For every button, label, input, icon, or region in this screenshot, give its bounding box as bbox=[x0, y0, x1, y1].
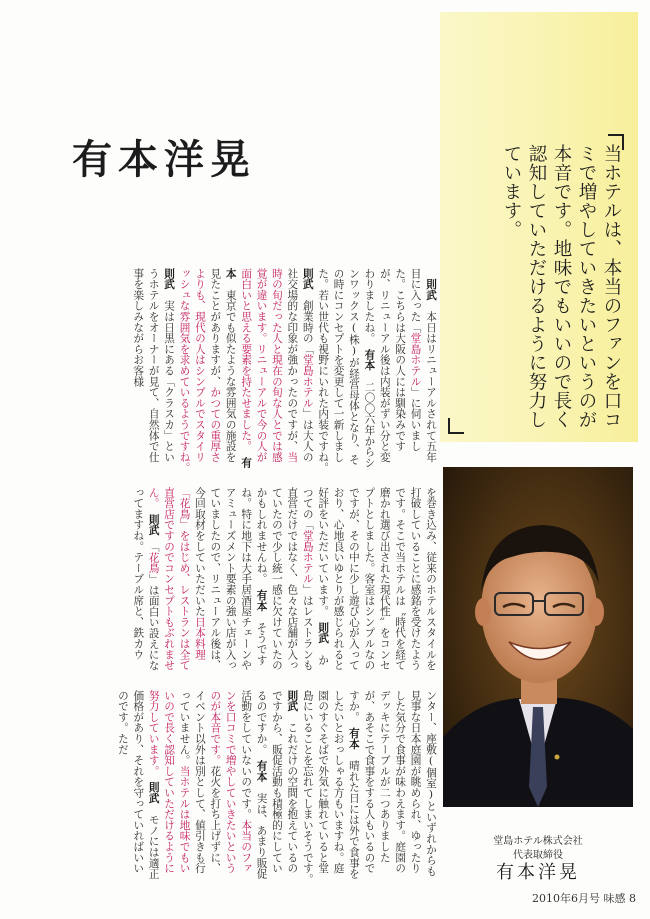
article-lower-band bbox=[68, 690, 438, 890]
speaker-label: 有本 bbox=[363, 338, 376, 382]
body-text: 」に伺いました。こちらは大阪の人には馴染みですが、リニューアル後は内装がずい分と変わりましたね。 bbox=[363, 268, 422, 463]
body-text: かつての「 bbox=[301, 487, 330, 666]
page-footer: 2010年6月号 味感 8 bbox=[532, 892, 636, 905]
highlight-text: 花鳥 bbox=[147, 552, 160, 574]
speaker-label: 則武 bbox=[147, 771, 160, 815]
body-text: これだけの空間を抱えているのですから、販促活動も積極的にしているのですか。 bbox=[255, 690, 299, 874]
highlight-text: 当時の旬だった人と現在の旬な人とでは感覚が違います。リニューアルで今の人が面白いと思える要素を持たせました。 bbox=[240, 268, 299, 463]
speaker-label: 有本 bbox=[224, 268, 253, 468]
speaker-label: 有本 bbox=[255, 578, 268, 623]
interview-title: 有本洋晃 bbox=[72, 136, 256, 183]
highlight-text: 堂島ホテル bbox=[301, 530, 314, 585]
highlight-text: 本当のファンを口コミで増やしていきたいというのが本音です。 bbox=[209, 690, 253, 874]
highlight-text: 堂島ホテル bbox=[301, 354, 314, 409]
body-text: 」は大人の社交場的な印象が強かったのですが、 bbox=[286, 268, 314, 463]
body-text: 」はレストランも直営だけではなく、色々な店舗が入っていたので少し統一感に欠けていたのかもしれませんね。 bbox=[255, 487, 314, 671]
highlight-text: 堂島ホテル bbox=[409, 332, 422, 387]
article-upper-band bbox=[78, 268, 438, 479]
highlight-text: 当ホテルは地味でもいいので長く認知していただけるように努力しています。 bbox=[147, 690, 191, 874]
speaker-label: 則武 bbox=[425, 268, 437, 312]
body-text: を巻き込み、従来のホテルスタイルを打破していることに感銘を受けたようです。そこで当ホテルは〝時代を経て磨かれ選び出された現代性〟をコンセプトとしました。客室はシンプルなのですが、その中に少し遊び心が入っており、心地良いゆとりが感じられると好評をいただいています。 bbox=[317, 487, 437, 671]
body-text: 「 bbox=[147, 546, 160, 553]
body-text: 花火を打ち上げずに、イベント以外は別として、値引きも行っていません。 bbox=[178, 690, 222, 874]
caption-company: 堂島ホテル株式会社 bbox=[493, 836, 583, 847]
speaker-label: 則武 bbox=[286, 690, 314, 890]
speaker-label: 則武 bbox=[317, 611, 330, 655]
speaker-label: 有本 bbox=[347, 717, 360, 761]
pull-quote-box bbox=[440, 12, 638, 442]
body-text: モノには適正価格があり、それを守っていればいいのです。ただ bbox=[116, 690, 160, 880]
speaker-label: 則武 bbox=[163, 268, 191, 479]
body-text: 」は面白い設えになってますね。テーブル席と、鉄カウ bbox=[132, 487, 160, 671]
body-text: 東京でも似たような雰囲気の施設を見たことがありますが、 bbox=[209, 268, 237, 463]
body-text: そうですね。特に地下は大手居酒屋チェーンやアミューズメント要素の強い店が入っていましたので、リニューアル後は、今回取材をしていただいた bbox=[193, 487, 268, 671]
body-text: 実は、あまり販促活動をしていないのです。 bbox=[240, 690, 268, 880]
caption-role: 代表取締役 bbox=[513, 850, 563, 861]
pull-quote-text: 当ホテルは、本当のファンを口コミで増やしていきたいというのが本音です。地味でもいいので長く認知していただけるように努力しています。 bbox=[501, 144, 622, 429]
body-text: 創業時の「 bbox=[301, 300, 314, 355]
speaker-label: 則武 bbox=[147, 503, 160, 547]
speaker-label: 則武 bbox=[301, 268, 330, 479]
caption-name: 有本洋晃 bbox=[496, 862, 580, 883]
body-text: 晴れた日には外で食事をしたいとおっしゃる方もいますね。庭園のすぐそばで外気に触れていると堂島にいることを忘れてしまいそうです。 bbox=[301, 690, 360, 880]
portrait-photo bbox=[443, 467, 633, 807]
highlight-text: 日本料理「花鳥」をはじめ、レストランは全て直営店ですのでコンセプトもぶれません。 bbox=[147, 487, 206, 671]
body-text: 実は日黒にある「クラスカ」というホテルをオーナーが見て、自然体で仕事を楽しみながらお客様 bbox=[132, 268, 176, 463]
body-text: ンター、座敷(個室)といずれからも見事な日本庭園が眺められ、ゆったりした気分で食事が味わえます。庭園のデッキにテーブルが二つありましたが、あそこで食事をする人もいるのですか。 bbox=[347, 690, 437, 877]
speaker-label: 有本 bbox=[255, 749, 268, 793]
body-text: 本日はリニューアルされて五年目に入った「 bbox=[409, 268, 437, 463]
body-text: 二〇〇六年からシンワックス(株)が経営母体となり、その時にコンセプトを変更して一新しました。若い世代も視野にいれた内装ですね。 bbox=[317, 268, 376, 468]
article-middle-band bbox=[68, 487, 438, 675]
highlight-text: かつての重厚さよりも、現代の人はシンプルでスタイリッシュな雰囲気を求めているようですね。 bbox=[178, 268, 222, 468]
